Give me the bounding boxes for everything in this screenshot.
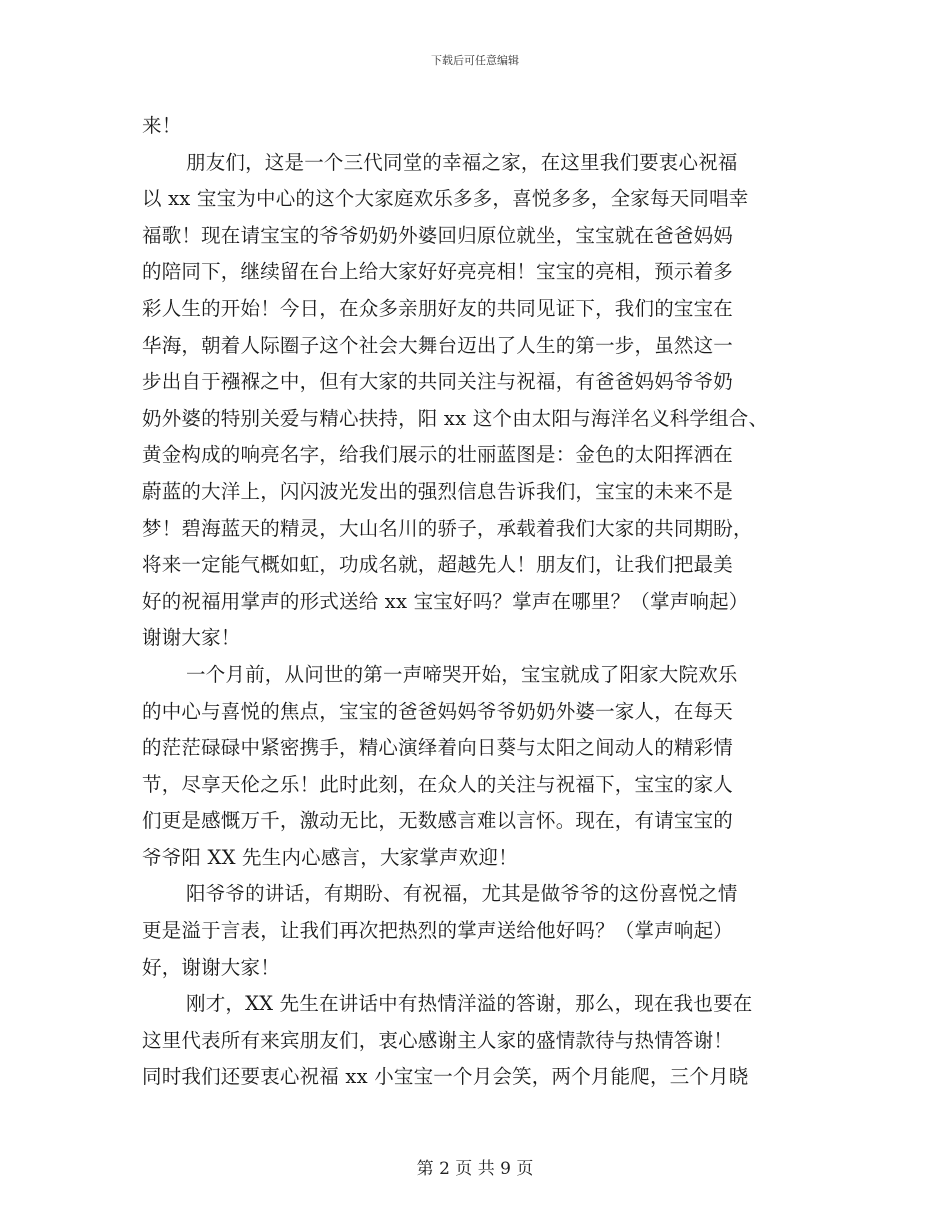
document-body [142, 108, 832, 1096]
text-line: 们更是感慨万千，激动无比，无数感言难以言怀。现在，有请宝宝的 [142, 809, 734, 833]
text-line: 谢谢大家！ [142, 626, 241, 650]
text-line: 的茫茫碌碌中紧密携手，精心演绎着向日葵与太阳之间动人的精彩情 [142, 736, 734, 760]
text-line: 节，尽享天伦之乐！此时此刻，在众人的关注与祝福下，宝宝的家人 [142, 772, 734, 796]
text-line: 来！ [142, 114, 182, 137]
paragraph-start-line: 朋友们，这是一个三代同堂的幸福之家，在这里我们要衷心祝福 [186, 150, 738, 174]
text-line: 好的祝福用掌声的形式送给 xx 宝宝好吗？掌声在哪里？（掌声响起） [142, 589, 749, 613]
paragraph-start-line: 一个月前，从问世的第一声啼哭开始，宝宝就成了阳家大院欢乐 [186, 662, 738, 686]
page-number-footer: 第 2 页 共 9 页 [416, 1159, 534, 1179]
text-line: 福歌！现在请宝宝的爷爷奶奶外婆回归原位就坐，宝宝就在爸爸妈妈 [142, 223, 734, 247]
paragraph-start-line: 刚才，XX 先生在讲话中有热情洋溢的答谢，那么，现在我也要在 [186, 992, 753, 1016]
text-line: 华海，朝着人际圈子这个社会大舞台迈出了人生的第一步，虽然这一 [142, 333, 734, 357]
text-line: 以 xx 宝宝为中心的这个大家庭欢乐多多，喜悦多多，全家每天同唱幸 [142, 187, 749, 211]
text-line: 步出自于襁褓之中，但有大家的共同关注与祝福，有爸爸妈妈爷爷奶 [142, 370, 734, 394]
text-line: 的中心与喜悦的焦点，宝宝的爸爸妈妈爷爷奶奶外婆一家人，在每天 [142, 699, 734, 723]
paragraph-start-line: 阳爷爷的讲话，有期盼、有祝福，尤其是做爷爷的这份喜悦之情 [186, 882, 738, 906]
text-line: 爷爷阳 XX 先生内心感言，大家掌声欢迎！ [142, 845, 518, 869]
text-line: 这里代表所有来宾朋友们，衷心感谢主人家的盛情款待与热情答谢！ [142, 1028, 734, 1052]
text-line: 的陪同下，继续留在台上给大家好好亮亮相！宝宝的亮相，预示着多 [142, 260, 734, 284]
text-line: 将来一定能气概如虹，功成名就，超越先人！朋友们，让我们把最美 [142, 553, 734, 577]
text-line: 好，谢谢大家！ [142, 955, 280, 979]
text-line: 奶外婆的特别关爱与精心扶持，阳 xx 这个由太阳与海洋名义科学组合、 [142, 406, 769, 430]
page-header: 下载后可任意编辑 [431, 54, 519, 67]
text-line: 彩人生的开始！今日，在众多亲朋好友的共同见证下，我们的宝宝在 [142, 296, 734, 320]
text-line: 更是溢于言表，让我们再次把热烈的掌声送给他好吗？（掌声响起） [142, 919, 734, 943]
text-line: 蔚蓝的大洋上，闪闪波光发出的强烈信息告诉我们，宝宝的未来不是 [142, 479, 734, 503]
text-line: 黄金构成的响亮名字，给我们展示的壮丽蓝图是：金色的太阳挥洒在 [142, 443, 734, 467]
text-line: 同时我们还要衷心祝福 xx 小宝宝一个月会笑，两个月能爬，三个月晓 [142, 1065, 749, 1089]
text-line: 梦！碧海蓝天的精灵，大山名川的骄子，承载着我们大家的共同期盼， [142, 516, 753, 540]
